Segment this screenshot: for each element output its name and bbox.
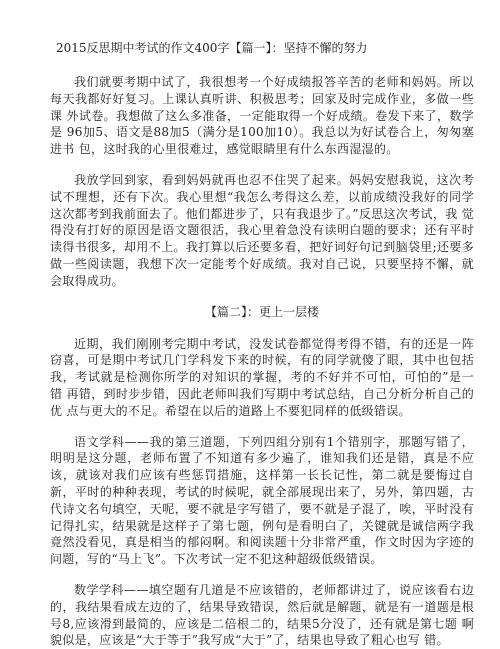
paragraph: 数学学科——填空题有几道是不应该错的，老师都讲过了，说应该看右边 的，我结果看成左边的了，结果导致错误，然后就是解题，就是有一道题是根 号8,应该滑到最简的，应该是二倍根二的，结果5分没了，还有就是第七题 啊貌似是，应该是“大于等于”我写成“大于”了，结果也导致了粗心也写 错。 — [50, 582, 474, 648]
paragraph: 近期，我们刚刚考完期中考试，没发试卷都觉得考得不错，有的还是一阵 窃喜，可是期中考试几门学科发下来的时候，有的同学就傻了眼，其中也包括 我，考试就是检测你所学的对知识的掌握，考的不好并不可怕，可怕的”是一错 再错，到时步步错，因此老师叫我们写期中考试总结，自己分析分析自己的优 点与更大的不足。希望在以后的道路上不要犯同样的低级错误。 — [50, 336, 474, 418]
paragraph: 我放学回到家，看到妈妈就再也忍不住哭了起来。妈妈安慰我说，这次考 试不理想，还有下次。我心里想“我怎么考得这么差，以前成绩没我好的同学 这次都考到我前面去了。他们都进步了，只有我退步了。”反思这次考试，我 觉得没有打好的原因是语文题很活，我心里着急没有读明白题的要求；还有平时 读得书很多，却用不上。我打算以后还要多看，把好词好句记到脑袋里;还要多 做一些阅读题，我想下次一定能考个好成绩。我对自己说，只要坚持不懈，就 会取得成功。 — [50, 172, 474, 288]
paragraph: 语文学科——我的第三道题，下列四组分别有1个错别字，那题写错了， 明明是这分题，老师布置了不知道有多少遍了，谁知我们还是错，真是不应 该，就该对我们应该有些惩罚措施，这样第一长长记性，第二就是要悔过自 新，平时的种种表现，考试的时候呢，就全部展现出来了，另外，第四题，古 代诗文名句填空，天呢，要不就是字写错了，要不就是子混了，唉，平时没有 记得扎实，结果就是这样子了第七题，例句是看明白了，关键就是诚信两字我 竟然没看见，真是相当的郁闷啊。和阅读题十分非常严重，作文时因为字迹的 问题，写的“马上飞”。下次考试一定不犯这种超级低级错误。 — [50, 434, 474, 567]
document-title: 2015反思期中考试的作文400字【篇一】：坚持不懈的努力 — [56, 41, 368, 55]
paragraph: 我们就要考期中试了，我很想考一个好成绩报答辛苦的老师和妈妈。所以 每天我都好好复习。上课认真听讲、积极思考；回家及时完成作业，多做一些课 外试卷。我想做了这么多准备，一定能取得一个好成绩。卷发下来了，数学是 96加5、语文是88加5（满分是100加10）。我总以为好试卷合上，匆匆塞进书 包，这时我的心里很难过，感觉眼睛里有什么东西湿湿的。 — [50, 75, 474, 157]
section-heading: 【篇二】：更上一层楼 — [204, 304, 319, 319]
